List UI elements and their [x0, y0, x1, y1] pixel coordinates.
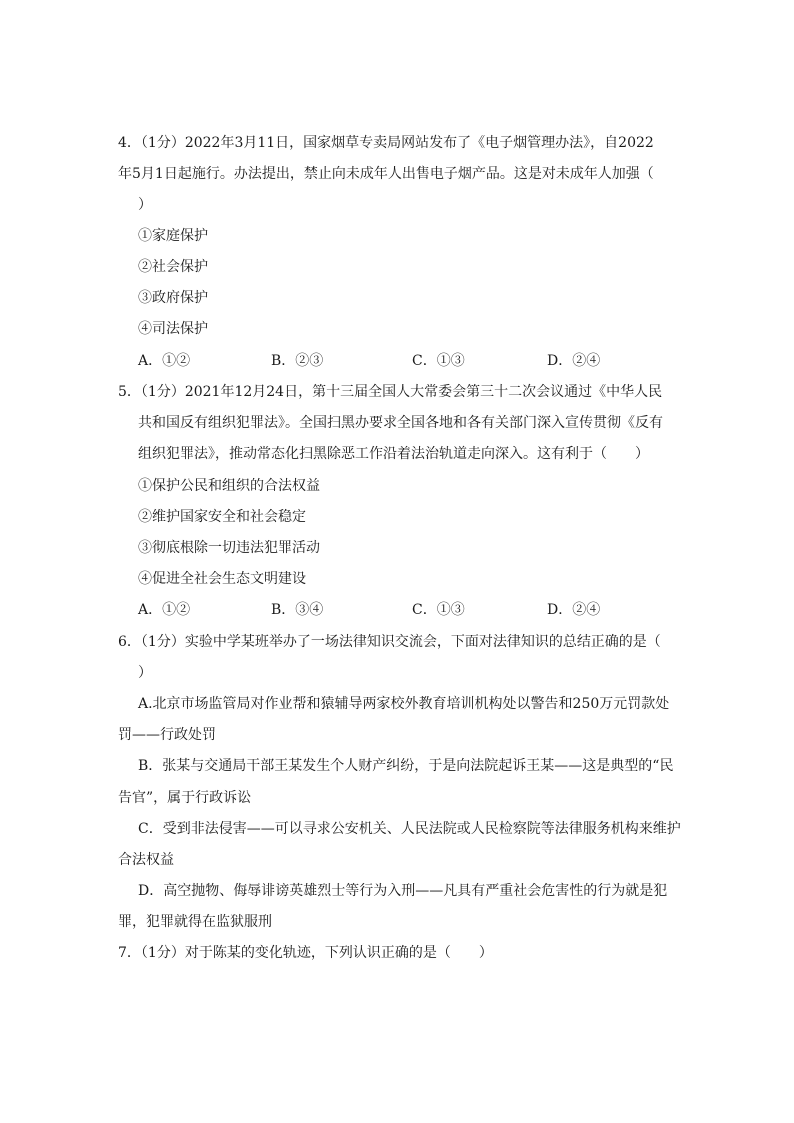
q4-options: [138, 351, 658, 371]
q4-item-2: ②社会保护: [138, 259, 208, 275]
q5-options: [138, 600, 658, 620]
q4-option-a[interactable]: A．①②: [138, 353, 191, 369]
q4-option-d[interactable]: D．②④: [547, 353, 601, 369]
q5-stem-line-2: 共和国反有组织犯罪法》。全国扫黑办要求全国各地和各有关部门深入宣传贯彻《反有: [138, 415, 663, 431]
q6-choice-d-line-1[interactable]: D．高空抛物、侮辱诽谤英雄烈士等行为入刑——凡具有严重社会危害性的行为就是犯: [138, 883, 668, 899]
q5-option-d[interactable]: D．②④: [547, 602, 601, 618]
q5-stem-line-1: 5．（1分）2021年12月24日，第十三届全国人大常委会第三十二次会议通过《中华人民: [118, 384, 663, 400]
q6-choice-a-line-2[interactable]: 罚——行政处罚: [118, 727, 216, 743]
q4-stem-line-1: 4．（1分）2022年3月11日，国家烟草专卖局网站发布了《电子烟管理办法》，自2022: [118, 135, 654, 151]
q4-stem-line-2: 年5月1日起施行。办法提出，禁止向未成年人出售电子烟产品。这是对未成年人加强（: [118, 166, 654, 182]
q6-choice-a-line-1[interactable]: A.北京市场监管局对作业帮和猿辅导两家校外教育培训机构处以警告和250万元罚款处: [138, 696, 670, 712]
q4-option-c[interactable]: C．①③: [412, 353, 465, 369]
q4-stem-line-3: ）: [138, 197, 152, 213]
q7-stem-line-1: 7．（1分）对于陈某的变化轨迹，下列认识正确的是（ ）: [118, 945, 493, 961]
q6-stem-line-2: ）: [138, 665, 152, 681]
q5-option-c[interactable]: C．①③: [412, 602, 465, 618]
q6-choice-d-line-2[interactable]: 罪，犯罪就得在监狱服刑: [118, 914, 272, 930]
q5-option-a[interactable]: A．①②: [138, 602, 191, 618]
q6-stem-line-1: 6．（1分）实验中学某班举办了一场法律知识交流会，下面对法律知识的总结正确的是（: [118, 634, 661, 650]
q6-choice-c-line-1[interactable]: C．受到非法侵害——可以寻求公安机关、人民法院或人民检察院等法律服务机构来维护: [138, 821, 681, 837]
q6-choice-b-line-2[interactable]: 告官”，属于行政诉讼: [118, 790, 252, 806]
q4-item-1: ①家庭保护: [138, 228, 208, 244]
q5-item-1: ①保护公民和组织的合法权益: [138, 478, 320, 494]
q6-choice-c-line-2[interactable]: 合法权益: [118, 852, 174, 868]
q4-item-4: ④司法保护: [138, 321, 208, 337]
q4-option-b[interactable]: B．②③: [271, 353, 324, 369]
q5-stem-line-3: 组织犯罪法》，推动常态化扫黑除恶工作沿着法治轨道走向深入。这有利于（ ）: [138, 446, 649, 462]
q5-item-3: ③彻底根除一切违法犯罪活动: [138, 540, 320, 556]
q5-item-2: ②维护国家安全和社会稳定: [138, 509, 306, 525]
q5-option-b[interactable]: B．③④: [271, 602, 324, 618]
q5-item-4: ④促进全社会生态文明建设: [138, 571, 306, 587]
q6-choice-b-line-1[interactable]: B．张某与交通局干部王某发生个人财产纠纷，于是向法院起诉王某——这是典型的“民: [138, 758, 674, 774]
q4-item-3: ③政府保护: [138, 290, 208, 306]
